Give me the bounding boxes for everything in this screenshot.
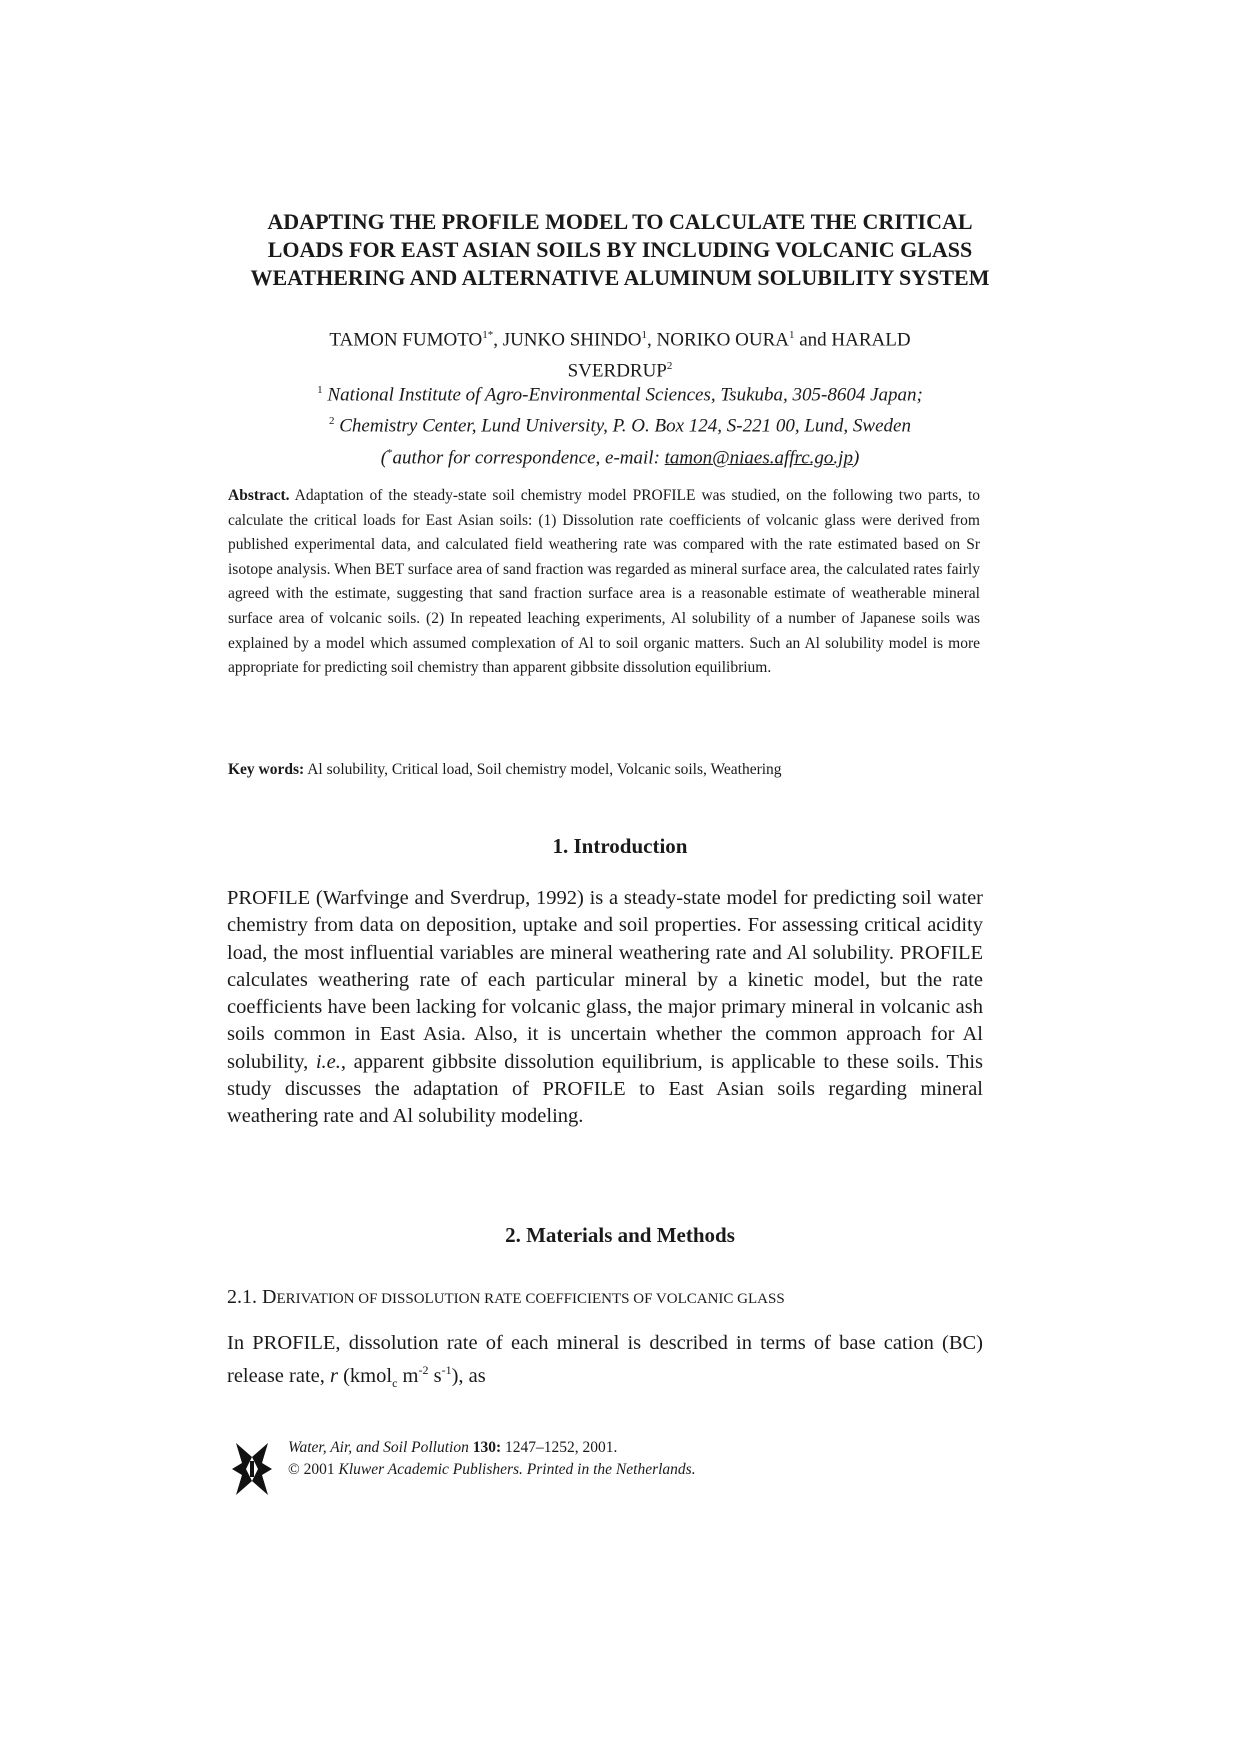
author-and-harald: and HARALD <box>794 329 911 351</box>
author-shindo: , JUNKO SHINDO <box>493 329 642 351</box>
affiliation-1: $^1$ National Institute of Agro-Environmental Sciences, Tsukuba, 305-8604 Japan; <box>317 384 923 406</box>
methods-paragraph: In PROFILE, dissolution rate of each mineral is described in terms of base cation (BC) release rate, r (kmol$_c$ $m^{-2}$ $s^{-1}$), as <box>227 1332 983 1391</box>
keywords <box>228 758 1028 782</box>
citation-line: Water, Air, and Soil Pollution 130: 1247–1252, 2001. <box>288 1439 618 1456</box>
author-sverdrup: SVERDRUP <box>567 360 667 382</box>
abstract <box>228 484 980 681</box>
journal-footer <box>232 1437 932 1507</box>
section-heading-methods: 2. Materials and Methods <box>505 1223 735 1247</box>
subsection-heading: 2.1. DERIVATION OF DISSOLUTION RATE COEFFICIENTS OF VOLCANIC GLASS <box>227 1286 785 1308</box>
title-line-1: ADAPTING THE PROFILE MODEL TO CALCULATE THE CRITICAL <box>267 209 973 234</box>
abstract-text: Adaptation of the steady-state soil chemistry model PROFILE was studied, on the following two parts, to calculate the critical loads for East Asian soils: (1) Dissolution rate coefficients of volcanic glass were derived from published experimental data, and calculated field weathering rate was compared with the rate estimated based on Sr isotope analysis. When BET surface area of sand fraction was regarded as mineral surface area, the calculated rates fairly agreed with the estimate, suggesting that sand fraction surface area is a reasonable estimate of weatherable mineral surface area of volcanic soils. (2) In repeated leaching experiments, Al solubility of a number of Japanese soils was explained by a model which assumed complexation of Al to soil organic matters. Such an Al solubility model is more appropriate for predicting soil chemistry than apparent gibbsite dissolution equilibrium. <box>228 487 980 677</box>
section-heading-introduction: 1. Introduction <box>552 834 688 858</box>
author-oura: , NORIKO OURA <box>647 329 789 351</box>
journal-citation <box>288 1437 696 1481</box>
keywords-label: Key words: <box>228 761 305 778</box>
affiliation-2: $^2$ Chemistry Center, Lund University, P. O. Box 124, S-221 00, Lund, Sweden <box>329 415 911 437</box>
introduction-paragraph: PROFILE (Warfvinge and Sverdrup, 1992) is a steady-state model for predicting soil water chemistry from data on deposition, uptake and soil properties. For assessing critical acidity load, the most influential variables are mineral weathering rate and Al solubility. PROFILE calculates weathering rate of each particular mineral by a kinetic model, but the rate coefficients have been lacking for volcanic glass, the major primary mineral in volcanic ash soils common in East Asia. Also, it is uncertain whether the common approach for Al solubility, i.e., apparent gibbsite dissolution equilibrium, is applicable to these soils. This study discusses the adaptation of PROFILE to East Asian soils regarding mineral weathering rate and Al solubility modeling. <box>227 887 984 1128</box>
paper-title <box>200 208 1040 292</box>
title-line-2: LOADS FOR EAST ASIAN SOILS BY INCLUDING VOLCANIC GLASS <box>267 237 973 262</box>
affiliations <box>200 377 1040 471</box>
author-line-2: SVERDRUP$^2$ <box>567 360 673 382</box>
publisher-logo-icon <box>232 1441 272 1497</box>
keywords-text: Al solubility, Critical load, Soil chemistry model, Volcanic soils, Weathering <box>304 761 782 778</box>
author-line-1: TAMON $FUMOTO^{1*}$, JUNKO SHINDO$^1$, NORIKO OURA$^1$ and HARALD <box>329 329 911 351</box>
copyright-line: © 2001 Kluwer Academic Publishers. Printed in the Netherlands. <box>288 1461 696 1478</box>
author-list <box>200 322 1040 385</box>
email-link[interactable]: tamon@niaes.affrc.go.jp <box>664 446 853 468</box>
title-line-3: WEATHERING AND ALTERNATIVE ALUMINUM SOLUBILITY SYSTEM <box>250 265 990 290</box>
author-fumoto: TAMON FUMOTO <box>329 329 483 351</box>
correspondence-line: (*author for correspondence, e-mail: tamon@niaes.affrc.go.jp) <box>380 446 860 468</box>
abstract-label: Abstract. <box>228 487 290 504</box>
